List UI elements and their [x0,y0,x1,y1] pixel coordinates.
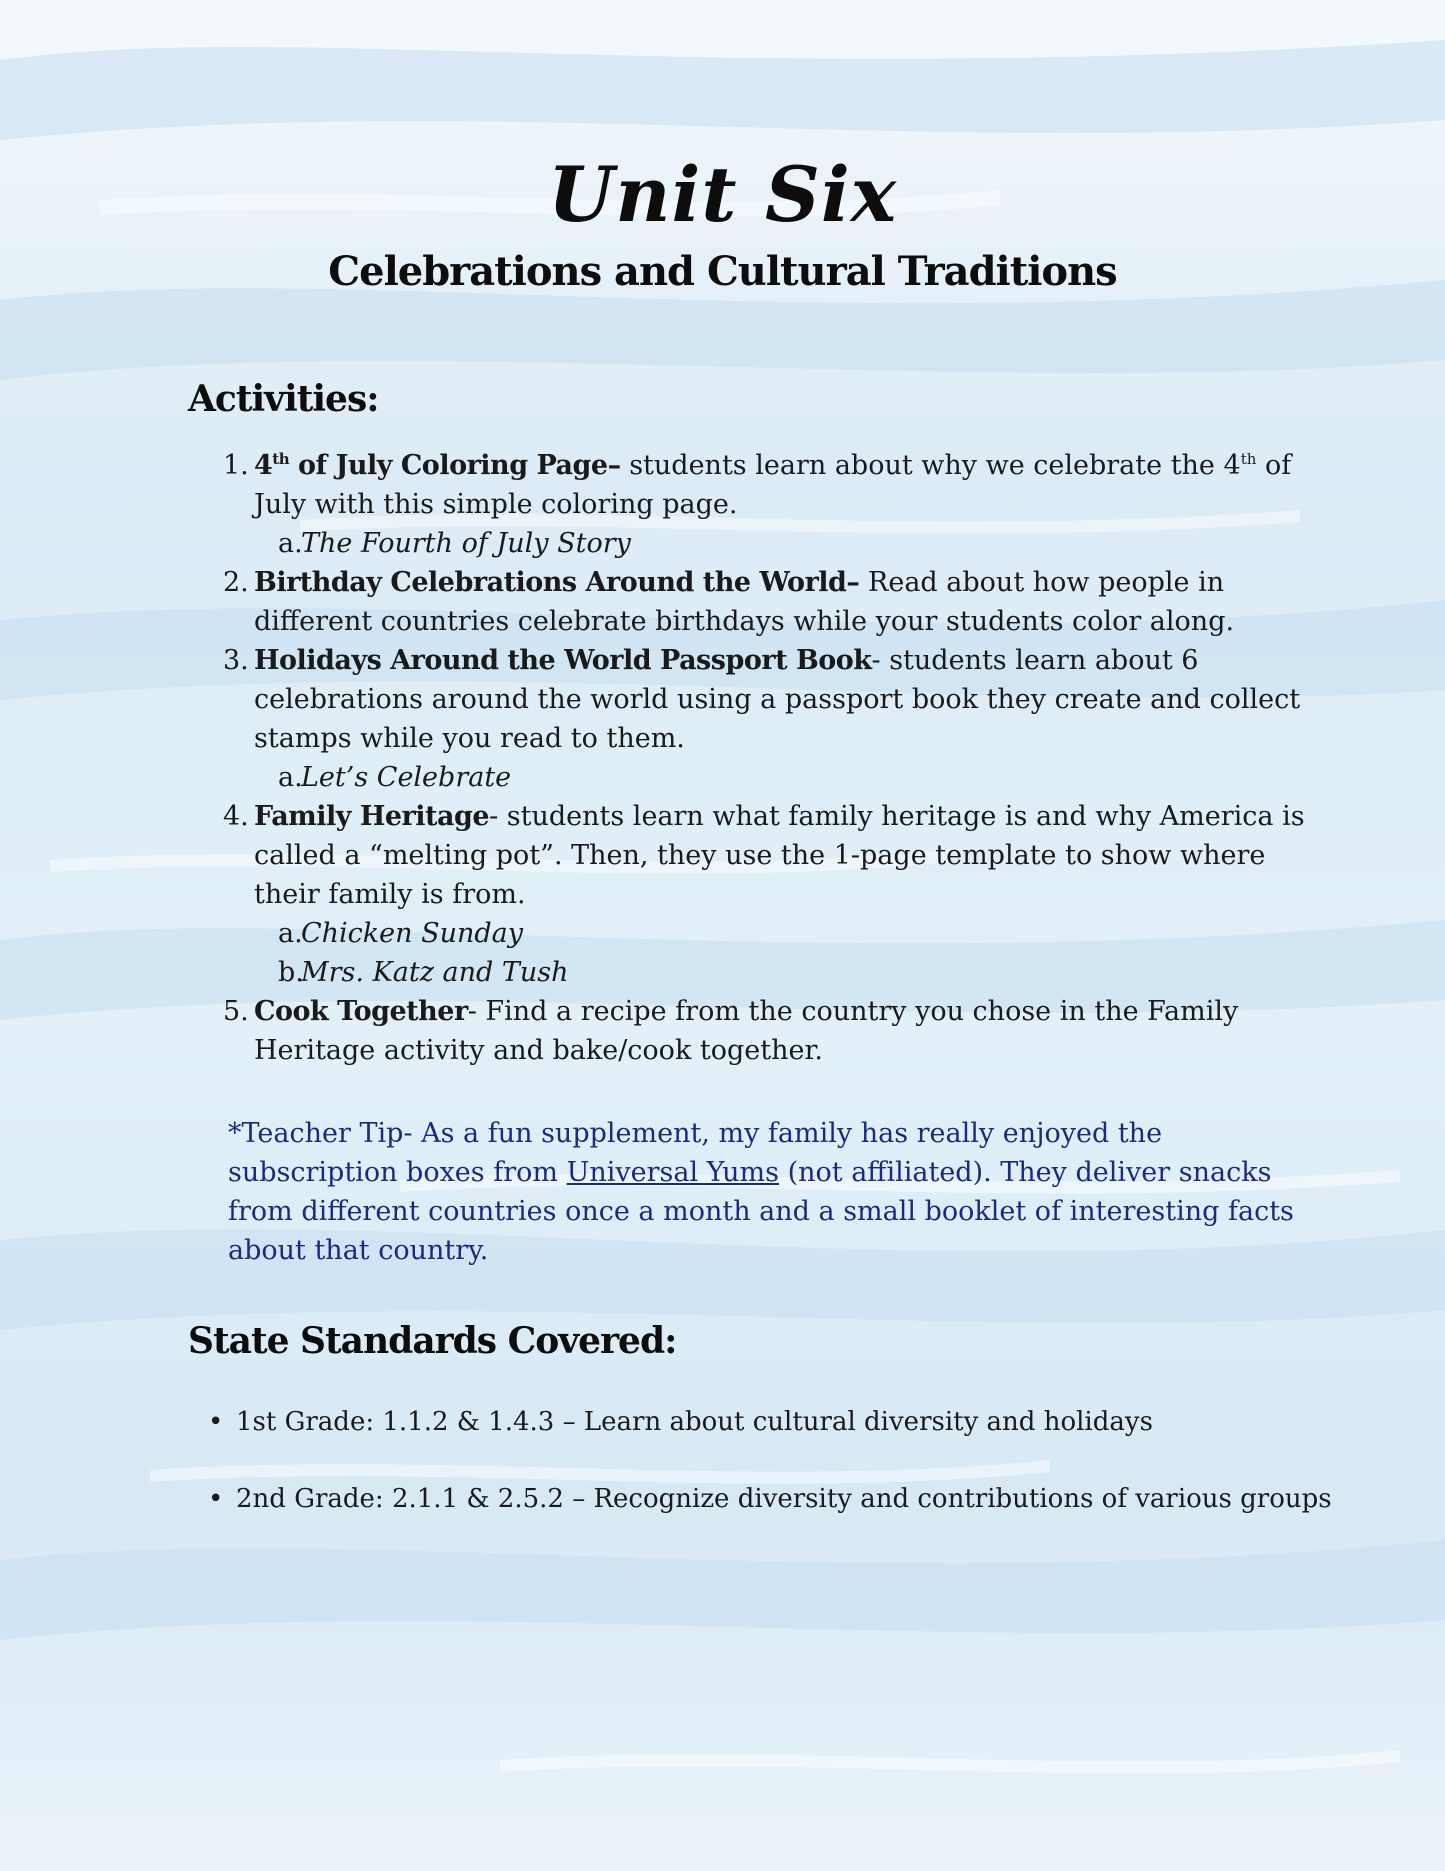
activity-title-sup: th [272,450,290,468]
activities-list [223,446,1308,1070]
book-letter: a. [278,918,303,949]
universal-yums-link[interactable]: Universal Yums [566,1157,779,1188]
activity-description: students learn about why we celebrate the 4 [620,450,1241,481]
book-item [228,758,1308,797]
activity-item [223,446,1308,524]
activity-number: 1. [223,450,249,481]
page-subtitle: Celebrations and Cultural Traditions [328,248,1117,295]
activity-title: Family Heritage [254,801,490,832]
book-letter: b. [278,957,304,988]
activity-number: 4. [223,801,249,832]
activity-title: Birthday Celebrations Around the World– [254,567,860,598]
book-title: Chicken Sunday [301,918,524,949]
activity-description-sup: th [1240,450,1257,468]
teacher-tip-text: (not affiliated). They deliver snacks from different countries once a month and a small booklet of interesting facts about that country. [228,1157,1294,1266]
activity-description: Read about how people in different countries celebrate birthdays while your students color along. [254,567,1235,637]
activity-item [223,992,1308,1070]
activity-title: Holidays Around the World Passport Book [254,645,872,676]
book-title: The Fourth of July Story [301,528,631,559]
activity-description: - students learn what family heritage is and why America is called a “melting pot”. Then, they use the 1-page template to show where their family is from. [254,801,1305,910]
teacher-tip [228,1114,1308,1270]
standards-list [208,1403,1358,1557]
activity-number: 5. [223,996,249,1027]
activity-title-part: 4 [254,450,273,481]
activity-number: 2. [223,567,249,598]
standard-text: 1st Grade: 1.1.2 & 1.4.3 – Learn about cultural diversity and holidays [236,1407,1153,1437]
book-letter: a. [278,762,303,793]
book-item [228,524,1308,563]
activity-item [223,563,1308,641]
activity-title-part: of July Coloring Page– [289,450,621,481]
activity-title: Cook Together [254,996,468,1027]
standards-heading: State Standards Covered: [188,1320,677,1362]
activity-item [223,641,1308,758]
activity-description: - Find a recipe from the country you chose in the Family Heritage activity and bake/cook together. [254,996,1239,1066]
bullet-icon: • [208,1407,224,1437]
standard-item [208,1480,1358,1519]
book-title: Let’s Celebrate [301,762,512,793]
bullet-icon: • [208,1484,224,1514]
book-letter: a. [278,528,303,559]
book-title: Mrs. Katz and Tush [301,957,569,988]
book-item [228,914,1308,953]
book-item [228,953,1308,992]
activities-heading: Activities: [188,378,379,420]
activity-description: of July with this simple coloring page. [254,450,1292,520]
activity-number: 3. [223,645,249,676]
activity-description: - students learn about 6 celebrations around the world using a passport book they create and collect stamps while you read to them. [254,645,1301,754]
activity-item [223,797,1308,914]
activity-title [254,450,621,481]
teacher-tip-text: *Teacher Tip- As a fun supplement, my family has really enjoyed the subscription boxes from [228,1118,1163,1188]
standard-text: 2nd Grade: 2.1.1 & 2.5.2 – Recognize diversity and contributions of various groups [236,1484,1332,1514]
standard-item [208,1403,1358,1442]
page-title: Unit Six [547,150,898,239]
